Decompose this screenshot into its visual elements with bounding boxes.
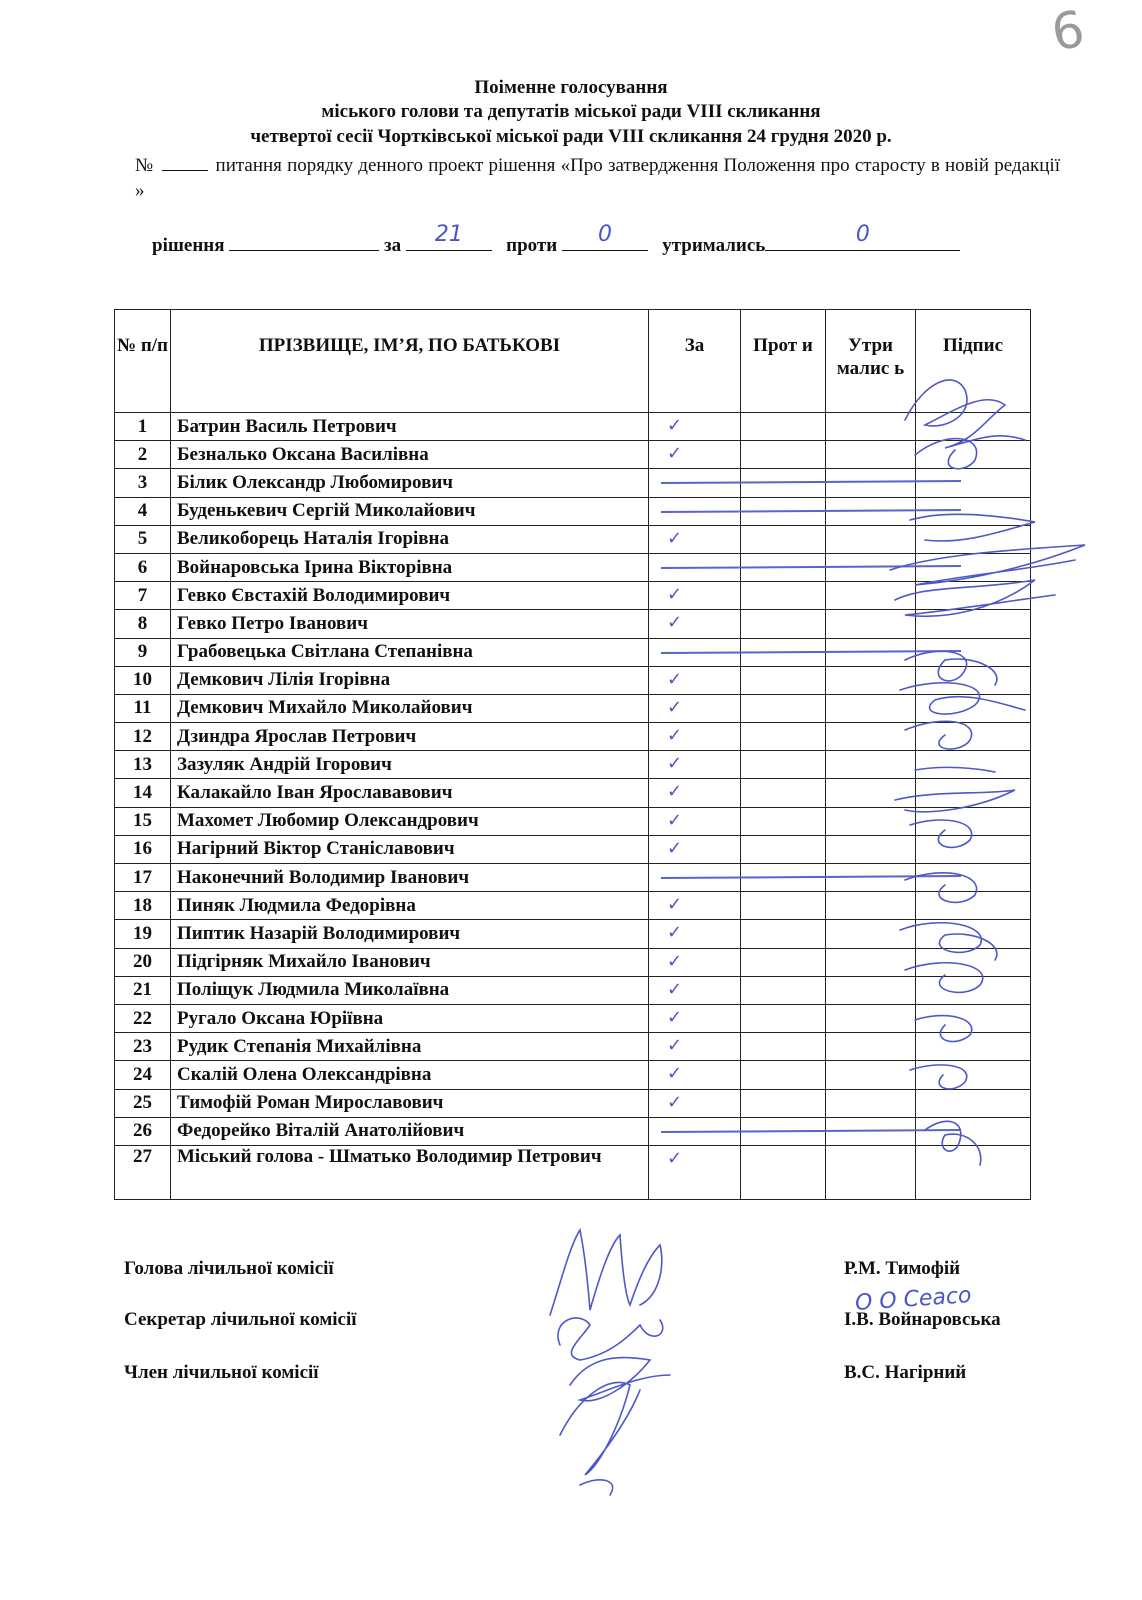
deputy-name: Батрин Василь Петрович: [171, 413, 649, 441]
member-role: Член лічильної комісії: [124, 1362, 319, 1383]
against-count-field: [562, 222, 648, 251]
page-number: 6: [1047, 0, 1089, 63]
vote-against-cell: [741, 638, 826, 666]
row-number: 9: [115, 638, 171, 666]
deputy-name: Калакайло Іван Ярослававович: [171, 779, 649, 807]
question-number-sign: №: [135, 155, 154, 176]
question-text: питання порядку денного проект рішення «Про затвердження Положення про старосту в новій редакції »: [135, 155, 1060, 201]
vote-against-cell: [741, 1004, 826, 1032]
vote-against-cell: [741, 525, 826, 553]
header-abstained: Утри малис ь: [826, 310, 916, 413]
checkmark-icon: ✓: [667, 1063, 683, 1085]
vote-for-cell: [649, 948, 741, 976]
deputy-name: Войнаровська Ірина Вікторівна: [171, 553, 649, 581]
vote-against-cell: [741, 582, 826, 610]
row-number: 3: [115, 469, 171, 497]
checkmark-icon: ✓: [667, 781, 683, 803]
question-number-blank: [162, 156, 208, 171]
vote-for-cell: [649, 1061, 741, 1089]
deputy-name: Ругало Оксана Юріївна: [171, 1004, 649, 1032]
row-number: 7: [115, 582, 171, 610]
checkmark-icon: ✓: [667, 696, 683, 718]
vote-against-cell: [741, 413, 826, 441]
vote-against-cell: [741, 723, 826, 751]
for-count: 21: [434, 222, 463, 247]
checkmark-icon: ✓: [667, 725, 683, 747]
commission-signatures: [540, 1225, 710, 1515]
vote-for-cell: [649, 469, 741, 497]
vote-for-cell: [649, 694, 741, 722]
deputy-name: Федорейко Віталій Анатолійович: [171, 1117, 649, 1145]
vote-for-cell: [649, 976, 741, 1004]
vote-for-cell: [649, 864, 741, 892]
row-number: 11: [115, 694, 171, 722]
decision-summary: [152, 222, 960, 257]
row-number: 15: [115, 807, 171, 835]
deputy-name: Грабовецька Світлана Степанівна: [171, 638, 649, 666]
vote-for-cell: [649, 807, 741, 835]
vote-for-cell: [649, 1004, 741, 1032]
vote-against-cell: [741, 1089, 826, 1117]
checkmark-icon: ✓: [667, 922, 683, 944]
vote-for-cell: [649, 1117, 741, 1145]
secretary-name: І.В. Войнаровська: [844, 1309, 1001, 1330]
checkmark-icon: ✓: [667, 1035, 683, 1057]
row-number: 27: [115, 1145, 171, 1199]
vote-against-cell: [741, 976, 826, 1004]
deputy-name: Зазуляк Андрій Ігорович: [171, 751, 649, 779]
row-number: 13: [115, 751, 171, 779]
vote-for-cell: [649, 553, 741, 581]
deputy-name: Гевко Євстахій Володимирович: [171, 582, 649, 610]
checkmark-icon: ✓: [667, 950, 683, 972]
vote-against-cell: [741, 1145, 826, 1199]
deputy-name: Демкович Лілія Ігорівна: [171, 666, 649, 694]
deputy-name: Тимофій Роман Мирославович: [171, 1089, 649, 1117]
vote-against-cell: [741, 864, 826, 892]
checkmark-icon: ✓: [667, 612, 683, 634]
checkmark-icon: ✓: [667, 1147, 683, 1169]
secretary-role: Секретар лічильної комісії: [124, 1309, 357, 1330]
row-number: 2: [115, 441, 171, 469]
row-number: 5: [115, 525, 171, 553]
vote-for-cell: [649, 497, 741, 525]
vote-against-cell: [741, 469, 826, 497]
row-number: 26: [115, 1117, 171, 1145]
deputy-name: Рудик Степанія Михайлівна: [171, 1033, 649, 1061]
vote-for-cell: [649, 1089, 741, 1117]
deputy-name: Великоборець Наталія Ігорівна: [171, 525, 649, 553]
member-name: В.С. Нагірний: [844, 1362, 967, 1383]
decision-label: рішення: [152, 235, 225, 256]
row-number: 8: [115, 610, 171, 638]
abstained-count-field: [765, 222, 960, 251]
vote-for-cell: [649, 441, 741, 469]
vote-for-cell: [649, 779, 741, 807]
abstained-count: 0: [855, 222, 870, 247]
deputy-name: Дзиндра Ярослав Петрович: [171, 723, 649, 751]
deputy-name: Скалій Олена Олександрівна: [171, 1061, 649, 1089]
checkmark-icon: ✓: [667, 1091, 683, 1113]
vote-against-cell: [741, 807, 826, 835]
vote-against-cell: [741, 1117, 826, 1145]
checkmark-icon: ✓: [667, 443, 683, 465]
vote-for-cell: [649, 413, 741, 441]
header-against: Прот и: [741, 310, 826, 413]
document-title: Поіменне голосування: [474, 77, 668, 98]
checkmark-icon: ✓: [667, 415, 683, 436]
against-label: проти: [506, 235, 558, 256]
abstained-label: утримались: [662, 235, 766, 256]
vote-for-cell: [649, 1145, 741, 1199]
row-number: 10: [115, 666, 171, 694]
checkmark-icon: ✓: [667, 1006, 683, 1028]
checkmark-icon: ✓: [667, 978, 683, 1000]
vote-for-cell: [649, 610, 741, 638]
deputy-name: Нагірний Віктор Станіславович: [171, 835, 649, 863]
row-number: 18: [115, 892, 171, 920]
vote-against-cell: [741, 1033, 826, 1061]
checkmark-icon: ✓: [667, 668, 683, 690]
deputy-name: Поліщук Людмила Миколаївна: [171, 976, 649, 1004]
row-number: 16: [115, 835, 171, 863]
vote-for-cell: [649, 835, 741, 863]
row-number: 22: [115, 1004, 171, 1032]
vote-against-cell: [741, 441, 826, 469]
deputy-name: Махомет Любомир Олександрович: [171, 807, 649, 835]
deputy-name: Гевко Петро Іванович: [171, 610, 649, 638]
secretary-signature-mark: O O Ceaco: [854, 1282, 973, 1317]
checkmark-icon: ✓: [667, 809, 683, 831]
row-number: 4: [115, 497, 171, 525]
deputy-name: Міський голова - Шматько Володимир Петрович: [171, 1145, 649, 1199]
vote-for-cell: [649, 723, 741, 751]
vote-for-cell: [649, 751, 741, 779]
vote-against-cell: [741, 553, 826, 581]
row-number: 1: [115, 413, 171, 441]
for-label: за: [384, 235, 402, 256]
row-number: 12: [115, 723, 171, 751]
vote-for-cell: [649, 525, 741, 553]
decision-blank: [229, 232, 379, 251]
vote-against-cell: [741, 892, 826, 920]
vote-against-cell: [741, 751, 826, 779]
vote-against-cell: [741, 948, 826, 976]
header-num: № п/п: [115, 310, 171, 413]
row-number: 23: [115, 1033, 171, 1061]
header-name: ПРІЗВИЩЕ, ІМ’Я, ПО БАТЬКОВІ: [171, 310, 649, 413]
row-number: 19: [115, 920, 171, 948]
header-for: За: [649, 310, 741, 413]
deputy-name: Білик Олександр Любомирович: [171, 469, 649, 497]
vote-for-cell: [649, 666, 741, 694]
deputy-name: Пиняк Людмила Федорівна: [171, 892, 649, 920]
vote-against-cell: [741, 497, 826, 525]
session-line: четвертої сесії Чортківської міської ради VIII скликання 24 грудня 2020 р.: [250, 126, 892, 147]
header-signature: Підпис: [916, 310, 1031, 413]
deputy-name: Наконечний Володимир Іванович: [171, 864, 649, 892]
document-subtitle: міського голови та депутатів міської ради VIII скликання: [321, 101, 821, 122]
checkmark-icon: ✓: [667, 584, 683, 606]
row-number: 25: [115, 1089, 171, 1117]
row-number: 14: [115, 779, 171, 807]
vote-against-cell: [741, 1061, 826, 1089]
checkmark-icon: ✓: [667, 527, 683, 549]
agenda-question: [135, 153, 1060, 203]
vote-against-cell: [741, 666, 826, 694]
deputy-signatures: [885, 370, 1100, 1180]
checkmark-icon: ✓: [667, 837, 683, 859]
against-count: 0: [597, 222, 612, 247]
deputy-name: Безналько Оксана Василівна: [171, 441, 649, 469]
vote-for-cell: [649, 1033, 741, 1061]
chair-name: Р.М. Тимофій: [844, 1258, 961, 1279]
checkmark-icon: ✓: [667, 753, 683, 775]
deputy-name: Демкович Михайло Миколайович: [171, 694, 649, 722]
vote-against-cell: [741, 920, 826, 948]
vote-for-cell: [649, 920, 741, 948]
vote-against-cell: [741, 610, 826, 638]
vote-against-cell: [741, 694, 826, 722]
row-number: 6: [115, 553, 171, 581]
checkmark-icon: ✓: [667, 894, 683, 916]
vote-against-cell: [741, 835, 826, 863]
vote-for-cell: [649, 892, 741, 920]
deputy-name: Пиптик Назарій Володимирович: [171, 920, 649, 948]
vote-for-cell: [649, 582, 741, 610]
row-number: 17: [115, 864, 171, 892]
row-number: 20: [115, 948, 171, 976]
chair-role: Голова лічильної комісії: [124, 1258, 334, 1279]
row-number: 21: [115, 976, 171, 1004]
deputy-name: Підгірняк Михайло Іванович: [171, 948, 649, 976]
row-number: 24: [115, 1061, 171, 1089]
deputy-name: Буденькевич Сергій Миколайович: [171, 497, 649, 525]
for-count-field: [406, 222, 492, 251]
vote-against-cell: [741, 779, 826, 807]
vote-for-cell: [649, 638, 741, 666]
